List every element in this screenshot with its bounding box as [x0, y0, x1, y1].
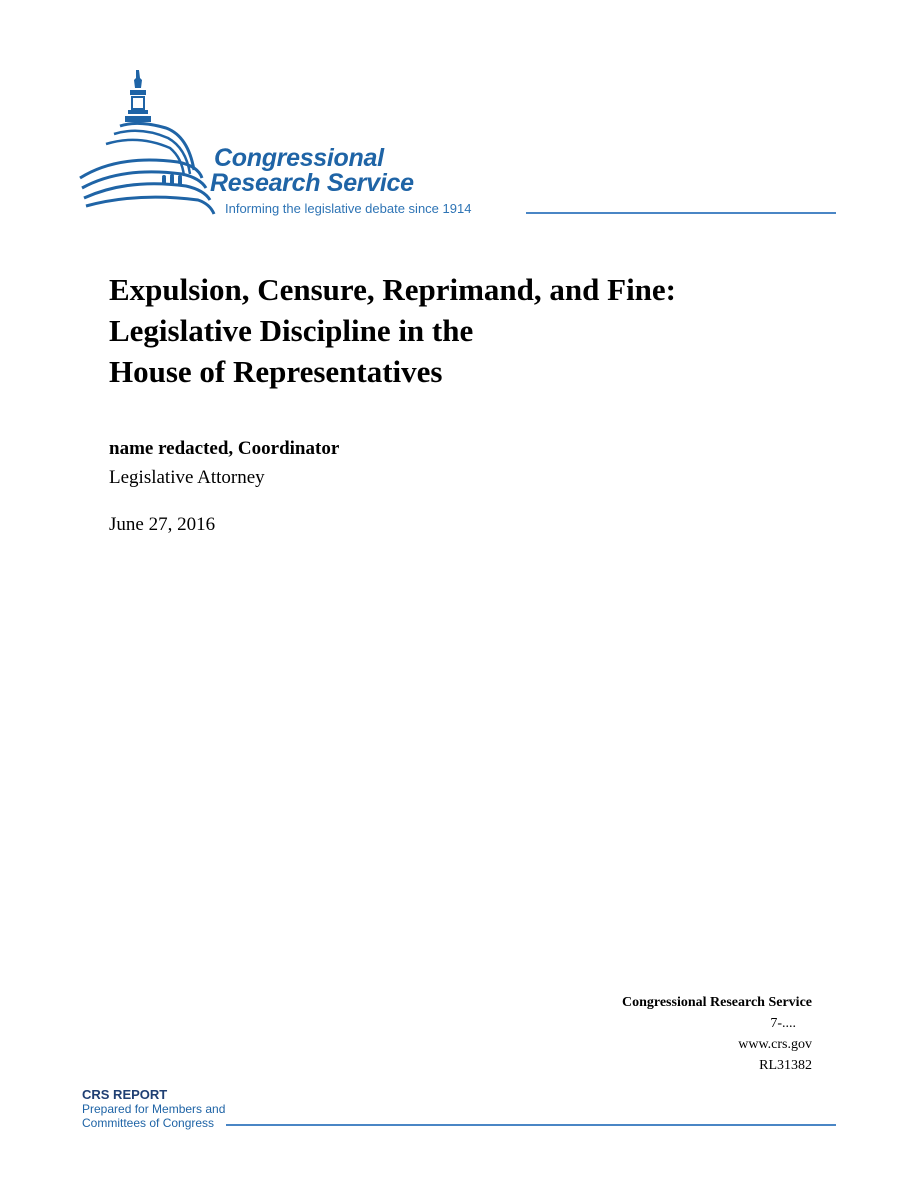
footer-report-label: CRS REPORT	[82, 1087, 168, 1102]
title-line-1: Expulsion, Censure, Reprimand, and Fine:	[109, 272, 677, 307]
report-info-block	[622, 992, 812, 1076]
footer-line-2: Committees of Congress	[82, 1116, 215, 1130]
capitol-dome-icon	[78, 66, 228, 216]
info-report-number: RL31382	[759, 1058, 812, 1073]
report-title	[109, 269, 829, 392]
footer-line-1: Prepared for Members and	[82, 1102, 226, 1116]
report-date: June 27, 2016	[109, 514, 216, 535]
info-website: www.crs.gov	[738, 1037, 812, 1052]
footer-label	[82, 1088, 225, 1130]
logo-tagline: Informing the legislative debate since 1914	[225, 201, 472, 216]
author-role: Legislative Attorney	[109, 467, 265, 488]
logo-wordmark	[210, 144, 414, 197]
logo-line-2: Research Service	[210, 169, 414, 197]
title-line-3: House of Representatives	[109, 354, 443, 389]
title-line-2: Legislative Discipline in the	[109, 313, 474, 348]
footer-divider	[226, 1124, 836, 1126]
logo-line-1: Congressional	[214, 144, 384, 172]
crs-logo	[78, 66, 838, 226]
author-name: name redacted, Coordinator	[109, 438, 340, 459]
info-organization: Congressional Research Service	[621, 995, 812, 1010]
info-code: 7-....	[770, 1016, 796, 1031]
header-divider	[526, 212, 836, 214]
